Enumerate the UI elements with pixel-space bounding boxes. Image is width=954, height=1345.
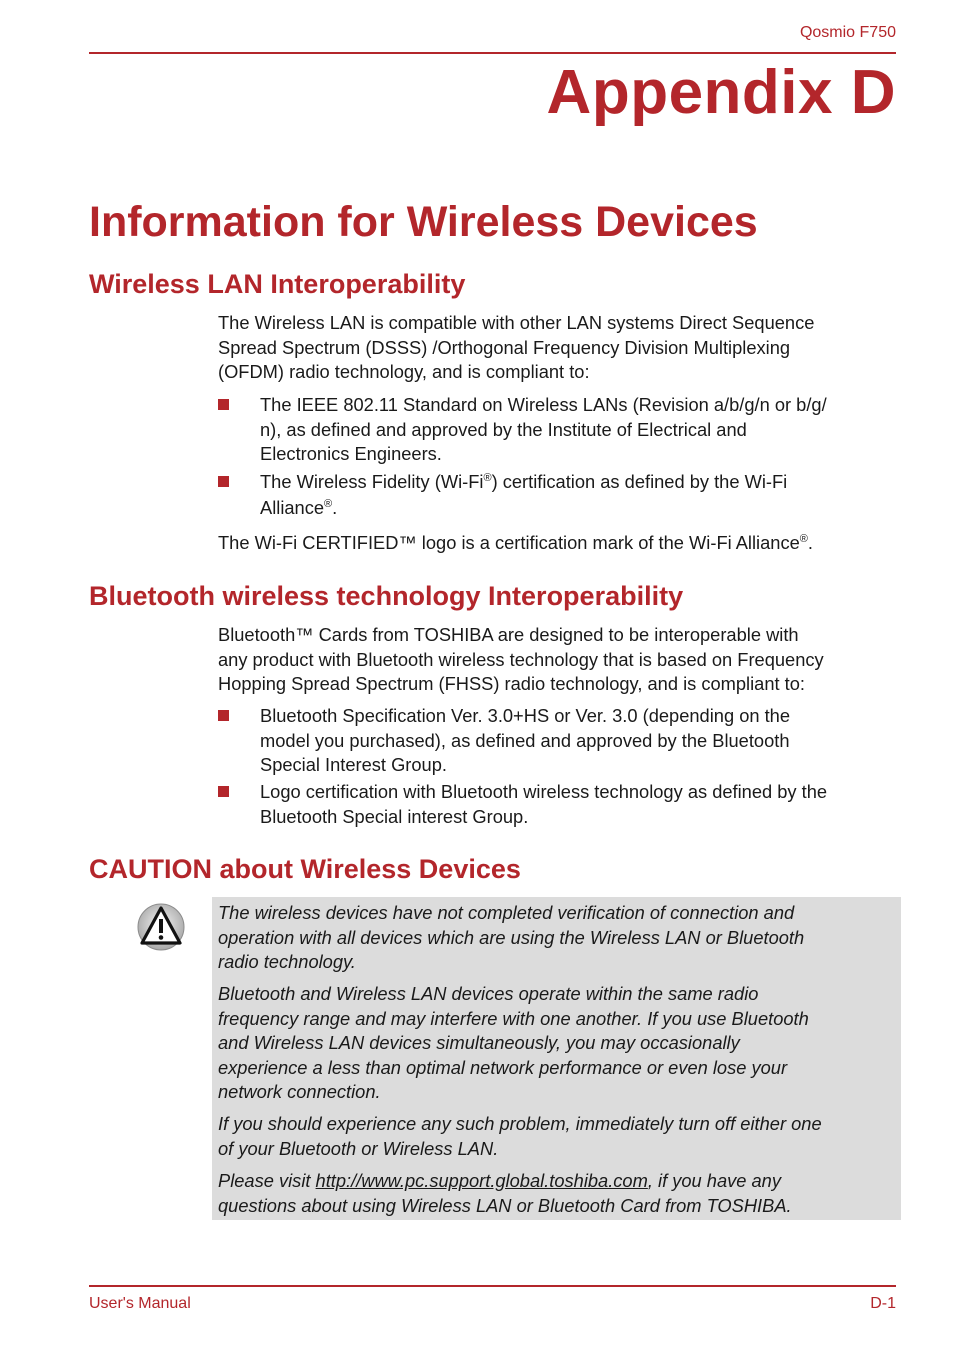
bullet-line: Logo certification with Bluetooth wireless technology as defined by the [260, 781, 828, 802]
bullet-line: Bluetooth Special interest Group. [260, 805, 529, 827]
caution-line: questions about using Wireless LAN or Bluetooth Card from TOSHIBA. [218, 1194, 792, 1216]
caution-line: Bluetooth and Wireless LAN devices operate within the same radio [218, 983, 759, 1004]
registered-mark: ® [799, 532, 808, 545]
bullet-line [260, 470, 898, 495]
bullet-line: The IEEE 802.11 Standard on Wireless LANs (Revision a/b/g/n or b/g/ [260, 394, 827, 415]
bluetooth-intro-line: any product with Bluetooth wireless technology that is based on Frequency [218, 648, 824, 670]
period: . [332, 496, 338, 518]
caution-line: radio technology. [218, 951, 356, 972]
wifi-logo-note [218, 531, 898, 556]
bullet-square-icon [218, 399, 229, 410]
caution-line: experience a less than optimal network performance or even lose your [218, 1056, 788, 1078]
bullet-square-icon [218, 786, 229, 797]
wlan-bullet-ieee [218, 393, 898, 467]
bullet-line: Bluetooth Specification Ver. 3.0+HS or Ver. 3.0 (depending on the [260, 705, 791, 726]
header-model-name: Qosmio F750 [799, 24, 896, 41]
bluetooth-intro [218, 623, 898, 697]
page-title: Information for Wireless Devices [89, 198, 758, 246]
caution-paragraph-2 [218, 982, 894, 1105]
bullet-square-icon [218, 476, 229, 487]
footer-rule [89, 1285, 896, 1287]
wlan-bullet-wifi [218, 470, 898, 520]
bullet-line [260, 496, 898, 521]
bluetooth-intro-line: Hopping Spread Spectrum (FHSS) radio technology, and is compliant to: [218, 673, 805, 694]
caution-line: frequency range and may interfere with one another. If you use Bluetooth [218, 1007, 809, 1029]
toshiba-support-link[interactable]: http://www.pc.support.global.toshiba.com [315, 1170, 648, 1191]
logo-note-text: The Wi-Fi CERTIFIED™ logo is a certification mark of the Wi-Fi Alliance [218, 532, 800, 553]
caution-text-part: , if you have any [647, 1170, 781, 1191]
wlan-intro-line: Spread Spectrum (DSSS) /Orthogonal Frequency Division Multiplexing [218, 336, 791, 358]
bullet-square-icon [218, 710, 229, 721]
caution-line: operation with all devices which are using the Wireless LAN or Bluetooth [218, 926, 805, 948]
caution-text-part: Please visit [218, 1170, 316, 1191]
bullet-text-part: Alliance [260, 496, 325, 518]
bluetooth-intro-line: Bluetooth™ Cards from TOSHIBA are designed to be interoperable with [218, 624, 799, 645]
bullet-text-part: The Wireless Fidelity (Wi-Fi [260, 471, 484, 492]
chapter-title: Appendix D [546, 58, 896, 127]
bullet-line: Special Interest Group. [260, 754, 447, 775]
caution-line: network connection. [218, 1081, 381, 1102]
bullet-line: n), as defined and approved by the Institute of Electrical and [260, 418, 747, 440]
caution-paragraph-3 [218, 1112, 894, 1161]
bullet-line: model you purchased), as defined and approved by the Bluetooth [260, 729, 790, 751]
registered-mark: ® [324, 497, 333, 510]
footer-page-number: D-1 [870, 1295, 896, 1312]
bluetooth-bullet-spec [218, 704, 898, 778]
bluetooth-bullet-logo [218, 780, 898, 829]
warning-triangle-icon [136, 902, 186, 952]
wlan-intro [218, 311, 898, 385]
footer-manual-title: User's Manual [89, 1295, 191, 1312]
caution-heading: CAUTION about Wireless Devices [89, 854, 521, 884]
wlan-intro-line: (OFDM) radio technology, and is compliant to: [218, 361, 590, 382]
caution-line: and Wireless LAN devices simultaneously, you may occasionally [218, 1032, 740, 1053]
bullet-text-part: ) certification as defined by the Wi-Fi [491, 471, 788, 492]
caution-paragraph-1 [218, 901, 894, 975]
bluetooth-heading: Bluetooth wireless technology Interoperability [89, 581, 684, 611]
bullet-line: Electronics Engineers. [260, 443, 442, 464]
caution-line: If you should experience any such problem, immediately turn off either one [218, 1113, 822, 1134]
header-rule [89, 52, 896, 54]
wlan-heading: Wireless LAN Interoperability [89, 269, 466, 299]
registered-mark: ® [483, 471, 492, 484]
caution-line: The wireless devices have not completed verification of connection and [218, 902, 795, 923]
period: . [807, 532, 813, 553]
caution-paragraph-4 [218, 1169, 894, 1218]
wlan-intro-line: The Wireless LAN is compatible with other LAN systems Direct Sequence [218, 312, 815, 333]
caution-line [218, 1169, 894, 1194]
caution-line: of your Bluetooth or Wireless LAN. [218, 1137, 499, 1159]
